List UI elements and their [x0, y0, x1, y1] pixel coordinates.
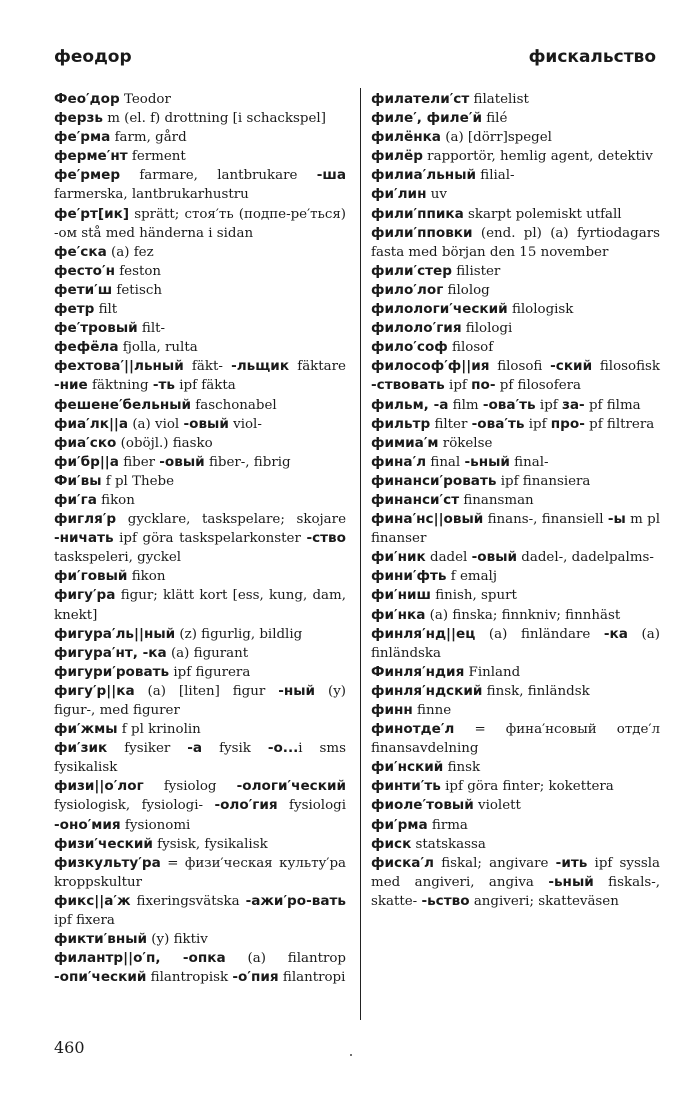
- definition: fixeringsvätska: [130, 893, 246, 909]
- headword: за-: [561, 396, 585, 413]
- dictionary-entry: [54, 243, 346, 262]
- headword: фимиа′м: [371, 434, 439, 451]
- dictionary-entry: [371, 758, 660, 777]
- headword: фе′рмер: [54, 167, 121, 184]
- headword: филиа′льный: [371, 167, 477, 184]
- headword: -ский: [550, 358, 593, 375]
- definition: ipf göra taskspelarkonster: [113, 531, 307, 547]
- headword: филоло′гия: [371, 320, 462, 337]
- definition: filosof: [447, 340, 494, 356]
- definition: filter: [430, 416, 472, 432]
- headword: фефёла: [54, 339, 119, 356]
- definition: finish, spurt: [430, 588, 517, 604]
- definition: ipf syssla med angiveri, angiva: [371, 855, 660, 890]
- headword: -о...: [267, 740, 299, 757]
- headword: -овый: [159, 453, 205, 470]
- headword: филатели′ст: [371, 91, 470, 107]
- definition: fäkt-: [183, 359, 232, 375]
- dictionary-entry: [54, 166, 346, 204]
- definition: m pl finanser: [371, 512, 660, 547]
- headword: фиа′лк||а: [54, 415, 129, 432]
- definition: filosofisk: [592, 359, 660, 375]
- headword: фили′пповки: [371, 224, 473, 241]
- headword: Фи′вы: [54, 472, 102, 489]
- left-column: [54, 90, 346, 987]
- right-column: [371, 90, 660, 911]
- headword: фиск: [371, 835, 412, 852]
- headword: фи′лин: [371, 186, 427, 203]
- dictionary-entry: [54, 147, 346, 166]
- dictionary-entry: [371, 357, 660, 395]
- definition: ipf figurera: [169, 664, 251, 680]
- definition: film: [448, 397, 483, 413]
- definition: (a) filantrop: [225, 951, 347, 967]
- definition: fiber-, fibrig: [204, 454, 291, 470]
- headword: фили′стер: [371, 262, 452, 279]
- headword: -ьный: [464, 453, 510, 470]
- dictionary-entry: [54, 644, 346, 663]
- headword: фешене′бельный: [54, 396, 192, 413]
- center-dot: [350, 1054, 352, 1056]
- dictionary-entry: [371, 300, 660, 319]
- definition: ipf fäkta: [174, 378, 236, 394]
- definition: fysiker: [107, 741, 188, 757]
- headword: финанси′ровать: [371, 472, 497, 489]
- headword: -о′пия: [232, 969, 279, 986]
- headword: финля′нд||ец: [371, 625, 476, 642]
- dictionary-entry: [371, 796, 660, 815]
- dictionary-entry: [371, 548, 660, 567]
- definition: Finland: [464, 664, 521, 680]
- headword: фигури′ровать: [54, 663, 170, 680]
- definition: fäktare: [289, 359, 346, 375]
- headword: фигу′ра: [54, 587, 116, 604]
- definition: viol-: [228, 416, 262, 432]
- dictionary-entry: [54, 586, 346, 624]
- running-head-right: фискальство: [528, 47, 656, 67]
- headword: фиа′ско: [54, 434, 117, 451]
- dictionary-entry: [54, 338, 346, 357]
- definition: (a) viol: [128, 416, 184, 432]
- dictionary-entry: [371, 835, 660, 854]
- definition: filolog: [443, 282, 490, 298]
- dictionary-entry: [371, 510, 660, 548]
- dictionary-entry: [54, 739, 346, 777]
- definition: (a) [liten] figur: [134, 683, 279, 699]
- dictionary-entry: [371, 586, 660, 605]
- headword: -ажи′ро-вать: [245, 892, 346, 909]
- headword: ферзь: [54, 110, 103, 127]
- definition: filt-: [137, 321, 166, 337]
- definition: final: [426, 454, 465, 470]
- headword: физи||о′лог: [54, 778, 144, 795]
- definition: faschonabel: [191, 397, 277, 413]
- dictionary-entry: [371, 185, 660, 204]
- headword: фи′говый: [54, 568, 128, 585]
- dictionary-entry: [54, 720, 346, 739]
- headword: -оно′мия: [54, 816, 121, 833]
- definition: farmerska, lantbrukarhustru: [54, 187, 249, 203]
- definition: Teodor: [119, 92, 171, 107]
- definition: finne: [412, 703, 452, 718]
- headword: физи′ческий: [54, 835, 153, 852]
- headword: -а: [187, 740, 203, 757]
- definition: = фина′нсовый отде′л finansavdelning: [371, 722, 660, 757]
- headword: -ть: [152, 377, 175, 394]
- dictionary-entry: [54, 262, 346, 281]
- headword: фи′нка: [371, 606, 426, 623]
- definition: ipf fixera: [54, 913, 115, 929]
- headword: фиоле′товый: [371, 797, 474, 814]
- headword: фесто′н: [54, 262, 115, 279]
- dictionary-entry: [54, 90, 346, 109]
- headword: -ничать: [54, 530, 114, 547]
- definition: fäktning: [87, 378, 153, 394]
- headword: фи′нский: [371, 759, 444, 776]
- headword: -ы: [607, 511, 626, 528]
- dictionary-entry: [371, 434, 660, 453]
- headword: фиска′л: [371, 854, 435, 871]
- definition: (end. pl) (a) fyrtiodagars fasta med början den 15 november: [371, 225, 660, 260]
- dictionary-entry: [54, 567, 346, 586]
- headword: филантр||о′п, -опка: [54, 950, 226, 967]
- definition: fikon: [96, 492, 135, 508]
- dictionary-entry: [371, 720, 660, 758]
- headword: -ша: [316, 167, 346, 184]
- definition: fiskals-, skatte-: [371, 874, 661, 909]
- definition: dadel: [425, 550, 472, 566]
- headword: фили′ппика: [371, 205, 464, 222]
- headword: финн: [371, 702, 413, 718]
- dictionary-entry: [371, 338, 660, 357]
- definition: filial-: [476, 168, 515, 184]
- definition: (a) finländska: [371, 626, 660, 661]
- headword: финанси′ст: [371, 491, 460, 508]
- headword: -ить: [555, 854, 588, 871]
- headword: -ова′ть: [471, 415, 525, 432]
- headword: -ьный: [548, 873, 594, 890]
- headword: фе′рма: [54, 129, 111, 146]
- headword: филёр: [371, 148, 423, 165]
- definition: fysiologi: [277, 798, 346, 814]
- dictionary-entry: [54, 300, 346, 319]
- headword: фикс||а′ж: [54, 892, 131, 909]
- dictionary-entry: [54, 128, 346, 147]
- definition: final-: [509, 454, 549, 470]
- definition: angiveri; skatteväsen: [469, 893, 619, 909]
- dictionary-entry: [54, 949, 346, 987]
- headword: филологи′ческий: [371, 301, 508, 318]
- headword: финти′ть: [371, 778, 441, 795]
- headword: -овый: [183, 415, 229, 432]
- definition: (oböjl.) fiasko: [116, 435, 213, 451]
- dictionary-entry: [54, 453, 346, 472]
- headword: фигура′ль||ный: [54, 625, 176, 642]
- definition: farmare, lantbrukare: [120, 168, 317, 184]
- dictionary-entry: [371, 491, 660, 510]
- dictionary-entry: [371, 147, 660, 166]
- definition: (y) fiktiv: [147, 932, 208, 948]
- definition: = физи′ческая культу′ра kroppskultur: [54, 855, 346, 890]
- dictionary-entry: [54, 472, 346, 491]
- definition: fysionomi: [120, 817, 191, 833]
- dictionary-entry: [371, 415, 660, 434]
- headword: фе′ска: [54, 243, 107, 260]
- definition: fjolla, rulta: [118, 340, 198, 356]
- headword: -ова′ть: [482, 396, 536, 413]
- headword: -ологи′ческий: [236, 778, 346, 795]
- dictionary-entry: [371, 224, 660, 262]
- headword: ферме′нт: [54, 148, 128, 165]
- definition: ipf: [535, 397, 562, 413]
- headword: фе′тровый: [54, 320, 138, 337]
- headword: -ка: [603, 625, 628, 642]
- dictionary-entry: [54, 510, 346, 567]
- dictionary-entry: [54, 434, 346, 453]
- headword: физкульту′ра: [54, 854, 161, 871]
- definition: taskspeleri, gyckel: [54, 550, 182, 566]
- headword: фигля′р: [54, 511, 117, 528]
- headword: фети′ш: [54, 281, 113, 298]
- dictionary-entry: [371, 682, 660, 701]
- dictionary-entry: [371, 396, 660, 415]
- dictionary-entry: [371, 472, 660, 491]
- definition: (z) figurlig, bildlig: [175, 626, 303, 642]
- definition: skarpt polemiskt utfall: [463, 206, 622, 222]
- dictionary-entry: [371, 854, 660, 911]
- headword: -овый: [471, 549, 518, 566]
- dictionary-entry: [54, 663, 346, 682]
- headword: фильтр: [371, 415, 431, 432]
- headword: фетр: [54, 301, 95, 318]
- definition: fiber: [118, 454, 160, 470]
- headword: Финля′ндия: [371, 663, 465, 680]
- headword: -ние: [54, 377, 88, 394]
- headword: -ьство: [421, 892, 470, 909]
- definition: i sms fysikalisk: [54, 741, 346, 776]
- definition: finsk, finländsk: [482, 683, 590, 699]
- dictionary-entry: [54, 281, 346, 300]
- definition: (a) finska; finnkniv; finnhäst: [425, 607, 621, 623]
- definition: pf filtrera: [584, 416, 655, 432]
- headword: -ствовать: [371, 377, 445, 394]
- headword: фина′л: [371, 453, 427, 470]
- dictionary-entry: [54, 491, 346, 510]
- definition: feston: [114, 263, 162, 279]
- definition: ipf finansiera: [496, 473, 591, 489]
- headword: фи′ник: [371, 549, 426, 566]
- column-divider: [360, 88, 361, 1020]
- definition: f emalj: [446, 569, 497, 585]
- definition: farm, gård: [110, 130, 187, 146]
- headword: фина′нс||овый: [371, 511, 484, 528]
- definition: (a) figurant: [166, 645, 249, 661]
- dictionary-entry: [371, 816, 660, 835]
- dictionary-entry: [371, 128, 660, 147]
- definition: pf filma: [584, 397, 641, 413]
- definition: violett: [473, 798, 521, 814]
- dictionary-entry: [54, 835, 346, 854]
- definition: ipf göra finter; kokettera: [440, 779, 614, 795]
- definition: rapportör, hemlig agent, detektiv: [422, 149, 653, 165]
- definition: figur; klätt kort [ess, kung, dam, knekt]: [54, 588, 346, 623]
- dictionary-entry: [371, 567, 660, 586]
- dictionary-entry: [54, 930, 346, 949]
- definition: m (el. f) drottning [i schackspel]: [102, 111, 326, 127]
- dictionary-entry: [371, 262, 660, 281]
- headword: фи′бр||а: [54, 453, 119, 470]
- definition: filantropi: [278, 970, 346, 986]
- dictionary-entry: [54, 777, 346, 834]
- definition: filt: [94, 302, 118, 318]
- definition: (a) [dörr]spegel: [440, 130, 552, 146]
- definition: f pl krinolin: [117, 722, 201, 738]
- dictionary-entry: [54, 854, 346, 892]
- dictionary-entry: [371, 319, 660, 338]
- dictionary-entry: [54, 396, 346, 415]
- definition: ferment: [127, 149, 186, 165]
- headword: фило′лог: [371, 281, 444, 298]
- definition: filantropisk: [146, 970, 233, 986]
- headword: фило′соф: [371, 339, 448, 356]
- headword: фикти′вный: [54, 931, 148, 948]
- headword: фехтова′||льный: [54, 358, 184, 375]
- headword: финотде′л: [371, 721, 455, 738]
- headword: Фео′дор: [54, 91, 120, 107]
- definition: f pl Thebe: [101, 473, 175, 489]
- definition: filologisk: [507, 302, 574, 318]
- headword: фи′жмы: [54, 721, 118, 738]
- definition: pf filosofera: [495, 378, 582, 394]
- definition: statskassa: [411, 836, 486, 852]
- dictionary-entry: [371, 663, 660, 682]
- definition: (y) figur-, med figurer: [54, 683, 346, 718]
- definition: (a) finländare: [475, 626, 604, 642]
- headword: -оло′гия: [214, 797, 278, 814]
- definition: uv: [426, 187, 447, 203]
- definition: rökelse: [438, 435, 493, 451]
- dictionary-entry: [54, 415, 346, 434]
- definition: ipf: [524, 416, 551, 432]
- headword: философ′ф||ия: [371, 358, 490, 375]
- dictionary-entry: [54, 625, 346, 644]
- dictionary-entry: [371, 281, 660, 300]
- definition: fysik: [202, 741, 268, 757]
- dictionary-entry: [371, 205, 660, 224]
- definition: fysiolog: [143, 779, 237, 795]
- definition: finans-, finansiell: [483, 512, 608, 528]
- dictionary-entry: [371, 453, 660, 472]
- headword: фигу′р||ка: [54, 682, 135, 699]
- dictionary-entry: [371, 90, 660, 109]
- definition: fetisch: [112, 282, 162, 298]
- definition: finsk: [443, 760, 481, 776]
- dictionary-entry: [54, 205, 346, 243]
- running-head-left: феодор: [54, 47, 132, 67]
- headword: фи′га: [54, 491, 97, 508]
- definition: filatelist: [469, 92, 529, 107]
- dictionary-entry: [54, 892, 346, 930]
- headword: про-: [550, 415, 585, 432]
- headword: филёнка: [371, 129, 441, 146]
- definition: fysisk, fysikalisk: [152, 836, 268, 852]
- dictionary-entry: [371, 166, 660, 185]
- headword: фе′рт[ик]: [54, 205, 130, 222]
- dictionary-entry: [54, 109, 346, 128]
- definition: filosofi: [489, 359, 551, 375]
- headword: -опи′ческий: [54, 969, 147, 986]
- definition: gycklare, taskspelare; skojare: [116, 512, 346, 528]
- headword: фи′зик: [54, 740, 108, 757]
- dictionary-entry: [371, 606, 660, 625]
- definition: (a) fez: [106, 244, 154, 260]
- definition: firma: [427, 817, 468, 833]
- definition: filé: [481, 111, 508, 127]
- headword: фильм, -а: [371, 396, 449, 413]
- definition: dadel-, dadelpalms-: [517, 550, 654, 566]
- headword: по-: [471, 377, 496, 394]
- headword: фи′рма: [371, 816, 428, 833]
- dictionary-entry: [371, 109, 660, 128]
- headword: -ство: [306, 530, 346, 547]
- dictionary-entry: [54, 319, 346, 338]
- dictionary-entry: [54, 682, 346, 720]
- headword: -льщик: [231, 358, 290, 375]
- headword: -ный: [278, 682, 316, 699]
- definition: finansman: [459, 492, 534, 508]
- headword: фини′фть: [371, 568, 447, 585]
- definition: filister: [451, 263, 501, 279]
- definition: fysiologisk, fysiologi-: [54, 798, 215, 814]
- dictionary-entry: [371, 701, 660, 720]
- definition: sprätt; стоя′ть (подпе-ре′ться) -ом stå med händerna i sidan: [54, 206, 346, 241]
- definition: fiskal; angivare: [434, 855, 556, 871]
- page-number: 460: [54, 1038, 85, 1057]
- definition: fikon: [127, 569, 166, 585]
- dictionary-entry: [54, 357, 346, 395]
- dictionary-entry: [371, 777, 660, 796]
- headword: финля′ндский: [371, 682, 483, 699]
- headword: филе′, филе′й: [371, 110, 482, 127]
- dictionary-entry: [371, 625, 660, 663]
- headword: фи′ниш: [371, 587, 431, 604]
- definition: ipf: [444, 378, 472, 394]
- headword: фигура′нт, -ка: [54, 644, 167, 661]
- definition: filologi: [461, 321, 513, 337]
